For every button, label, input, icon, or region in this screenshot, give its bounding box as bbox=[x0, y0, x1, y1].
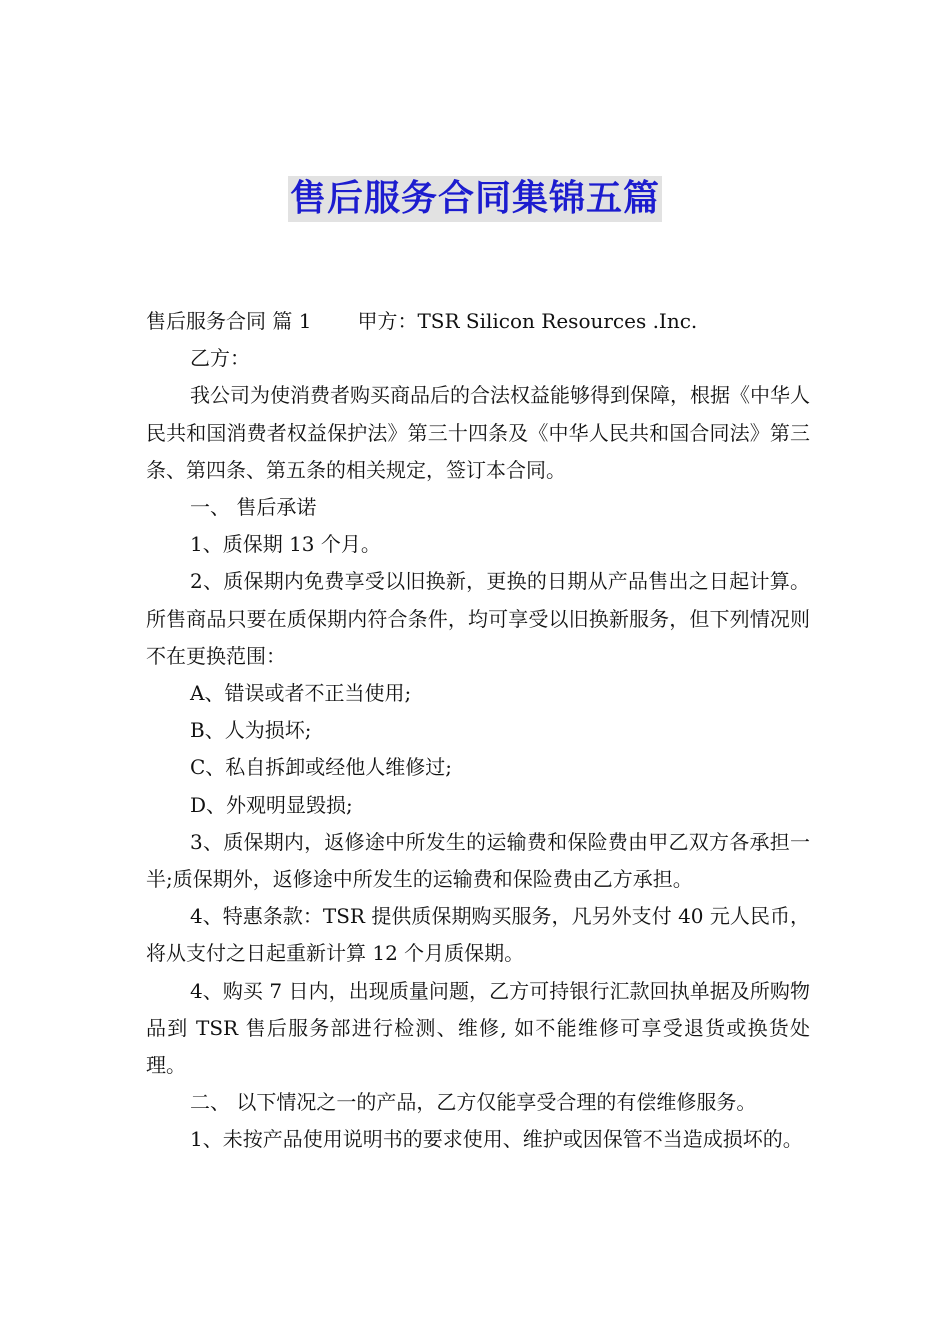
clause-1-1: 1、质保期 13 个月。 bbox=[190, 532, 381, 557]
contract-heading: 售后服务合同 篇 1 bbox=[146, 309, 312, 333]
exclusion-b: B、人为损坏; bbox=[190, 718, 312, 743]
clause-1-4b: 4、购买 7 日内，出现质量问题，乙方可持银行汇款回执单据及所购物品到 TSR 售后服务部进行检测、维修, 如不能维修可享受退货或换货处理。 bbox=[146, 978, 810, 1078]
exclusion-a: A、错误或者不正当使用; bbox=[190, 681, 412, 706]
exclusion-c: C、私自拆卸或经他人维修过; bbox=[190, 755, 453, 780]
preamble-paragraph: 我公司为使消费者购买商品后的合法权益能够得到保障，根据《中华人民共和国消费者权益保护法》第三十四条及《中华人民共和国合同法》第三条、第四条、第五条的相关规定，签订本合同。 bbox=[146, 383, 810, 482]
title-container bbox=[0, 176, 950, 222]
exclusion-d: D、外观明显毁损; bbox=[190, 792, 353, 817]
clause-1-2: 2、质保期内免费享受以旧换新，更换的日期从产品售出之日起计算。所售商品只要在质保期内符合条件，均可享受以旧换新服务，但下列情况则不在更换范围： bbox=[146, 569, 810, 668]
document-title: 售后服务合同集锦五篇 bbox=[288, 176, 662, 222]
party-a-line: 甲方：TSR Silicon Resources .Inc. bbox=[357, 309, 698, 333]
lead-line bbox=[146, 303, 810, 340]
section-heading-1: 一、 售后承诺 bbox=[190, 495, 317, 520]
section-heading-2: 二、 以下情况之一的产品，乙方仅能享受合理的有偿维修服务。 bbox=[190, 1090, 757, 1115]
document-body bbox=[146, 303, 810, 1159]
clause-2-1: 1、未按产品使用说明书的要求使用、维护或因保管不当造成损坏的。 bbox=[190, 1127, 803, 1152]
clause-1-4a: 4、特惠条款：TSR 提供质保期购买服务，凡另外支付 40 元人民币，将从支付之日起重新计算 12 个月质保期。 bbox=[146, 904, 810, 966]
party-b-line: 乙方： bbox=[190, 346, 250, 371]
clause-1-3: 3、质保期内，返修途中所发生的运输费和保险费由甲乙双方各承担一半;质保期外，返修途中所发生的运输费和保险费由乙方承担。 bbox=[146, 829, 810, 892]
